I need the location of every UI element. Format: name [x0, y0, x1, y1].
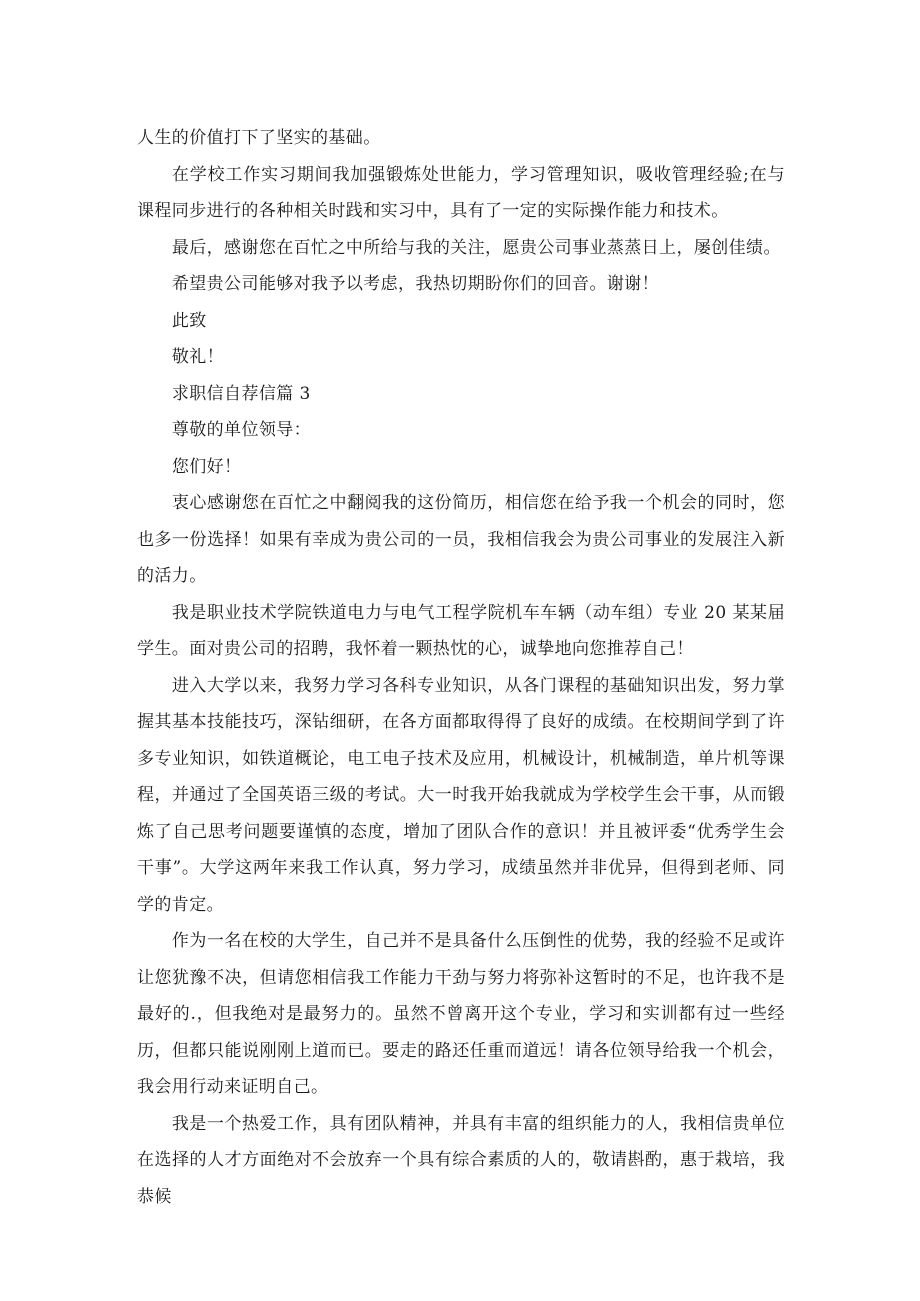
paragraph-self-introduction: 我是职业技术学院铁道电力与电气工程学院机车车辆（动车组）专业 20 某某届学生。面对贵公司的招聘，我怀着一颗热忱的心，诚挚地向您推荐自己！	[137, 602, 785, 659]
paragraph-university-study: 进入大学以来，我努力学习各科专业知识，从各门课程的基础知识出发，努力掌握其基本技能技巧，深钻细研，在各方面都取得得了良好的成绩。在校期间学到了许多专业知识，如铁道概论，电工电子技术及应用，机械设计，机械制造，单片机等课程，并通过了全国英语三级的考试。大一时我开始我就成为学校学生会干事，从而锻炼了自己思考问题要谨慎的态度，增加了团队合作的意识！并且被评委“优秀学生会干事”。大学这两年来我工作认真，努力学习，成绩虽然并非优异，但得到老师、同学的肯定。	[137, 675, 785, 915]
paragraph-1: 人生的价值打下了坚实的基础。	[137, 128, 381, 148]
paragraph-student-status: 作为一名在校的大学生，自己并不是具备什么压倒性的优势，我的经验不足或许让您犹豫不决，但请您相信我工作能力干劲与努力将弥补这暂时的不足，也许我不是最好的.，但我绝对是最努力的。虽然不曾离开这个专业，学习和实训都有过一些经历，但都只能说刚刚上道而已。要走的路还任重而道远！请各位领导给我一个机会，我会用行动来证明自己。	[137, 931, 785, 1097]
greeting-hello: 您们好！	[171, 456, 242, 477]
closing-salutation: 此致	[171, 310, 207, 331]
greeting-addressee: 尊敬的单位领导：	[171, 420, 312, 440]
paragraph-2: 在学校工作实习期间我加强锻炼处世能力，学习管理知识，吸收管理经验;在与课程同步进行的各种相关时践和实习中，具有了一定的实际操作能力和技术。	[137, 164, 785, 221]
paragraph-work-attitude: 我是一个热爱工作，具有团队精神，并具有丰富的组织能力的人，我相信贵单位在选择的人才方面绝对不会放弃一个具有综合素质的人的，敬请斟酌，惠于栽培，我恭候	[137, 1113, 785, 1207]
paragraph-3: 最后，感谢您在百忙之中所给与我的关注，愿贵公司事业蒸蒸日上，屡创佳绩。	[171, 237, 781, 258]
document-body	[137, 120, 785, 1215]
section-heading: 求职信自荐信篇 3	[171, 383, 311, 404]
closing-regards: 敬礼！	[171, 347, 225, 367]
paragraph-intro: 衷心感谢您在百忙之中翻阅我的这份简历，相信您在给予我一个机会的同时，您也多一份选择！如果有幸成为贵公司的一员，我相信我会为贵公司事业的发展注入新的活力。	[137, 493, 785, 586]
paragraph-4: 希望贵公司能够对我予以考虑，我热切期盼你们的回音。谢谢！	[171, 274, 660, 294]
